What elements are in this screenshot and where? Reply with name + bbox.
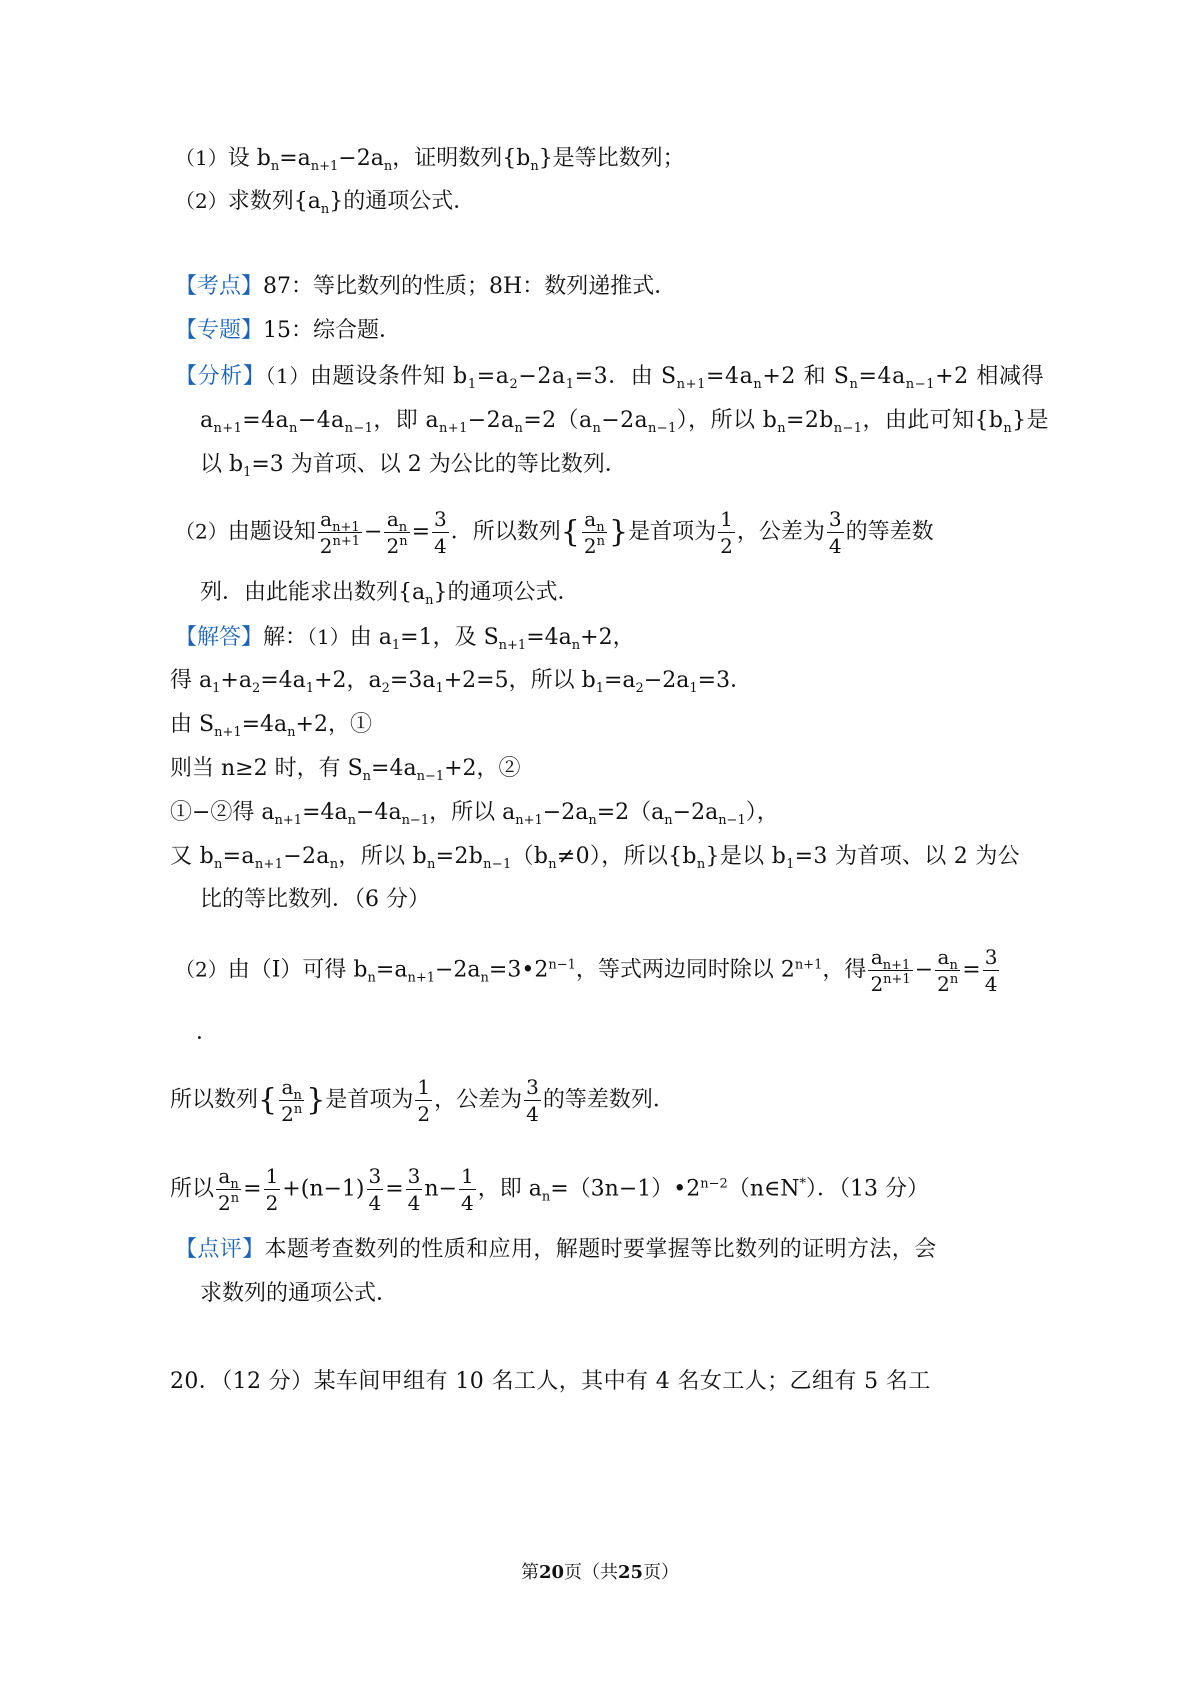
kaodian-tag: 【考点】 (175, 274, 264, 299)
kaodian-text: 87：等比数列的性质；8H：数列递推式． (263, 274, 677, 299)
jieda-line-7: 比的等比数列．（6 分） (200, 887, 430, 912)
jieda-line-3: 由 $S_{n+1}=4a_n+2$，① (170, 712, 372, 740)
zhuanti-text: 15：综合题． (263, 318, 402, 343)
jieda-text-10a: 所以数列 (170, 1087, 259, 1113)
footer-middle: 页（共 (564, 1562, 618, 1583)
zhuanti-row (175, 316, 401, 346)
jieda-text-10b: 是首项为 (325, 1087, 414, 1113)
fenxi-tag: 【分析】 (175, 364, 266, 389)
footer-prefix: 第 (520, 1562, 539, 1583)
kaodian-row (175, 272, 676, 302)
jieda-line-8: （2）由（I）可得 $b_n=a_{n+1}-2a_n=3•2^{n-1}$，等式两边同时除以 $2^{n+1}$，得 $\frac{a_{n+1}}{2^{n+1}}$ − $\frac{a_n}{2^n}$ = $\frac{3}{4}$ (175, 945, 998, 996)
fenxi-line-3: 以 $b_1=3$ 为首项、以 2 为公比的等比数列． (200, 452, 627, 480)
jieda-line-1: 【解答】解：（1）由 $a_1=1$，及 $S_{n+1}=4a_n+2$， (175, 625, 635, 653)
page-footer (0, 1558, 1200, 1584)
dianping-text-1: 本题考查数列的性质和应用，解题时要掌握等比数列的证明方法，会 (264, 1237, 937, 1262)
footer-page-number: 20 (538, 1562, 564, 1583)
fenxi-line-5: 列．由此能求出数列$\{a_n\}$的通项公式． (200, 580, 580, 608)
dianping-line-2: 求数列的通项公式． (200, 1281, 399, 1306)
fenxi-text-e: 的等差数 (845, 519, 934, 545)
question-20: 20．（12 分）某车间甲组有 10 名工人，其中有 4 名女工人；乙组有 5 名工 (170, 1369, 931, 1394)
jieda-tag: 【解答】 (175, 625, 264, 650)
fenxi-line-2: $a_{n+1}=4a_n-4a_{n-1}$，即 $a_{n+1}-2a_n=2(a_n-2a_{n-1})$，所以 $b_n=2b_{n-1}$，由此可知$\{b_n\}$是 (200, 408, 1049, 436)
jieda-text-10c: ，公差为 (434, 1087, 523, 1113)
fenxi-line-4: （2）由题设知 $\frac{a_{n+1}}{2^{n+1}}$ − $\frac{a_n}{2^n}$ = $\frac{3}{4}$ ．所以数列{ $\frac{a_n}{2^n}$ }是首项为 $\frac{1}{2}$ ，公差为 $\frac{3}{4}$ 的等差数 (175, 507, 934, 558)
fenxi-text-b: ．所以数列 (450, 519, 561, 545)
jieda-line-4: 则当 n≥2 时，有 $S_n=4a_{n-1}+2$，② (170, 756, 521, 784)
fenxi-text-d: ，公差为 (736, 519, 825, 545)
jieda-line-2: 得 $a_1+a_2=4a_1+2$，$a_2=3a_1+2=5$，所以 $b_1=a_2-2a_1=3$． (170, 668, 753, 696)
jieda-line-11: 所以 $\frac{a_n}{2^n}$ = $\frac{1}{2}$ +(n−1) $\frac{3}{4}$ = $\frac{3}{4}$ n− $\frac{1}{4}$ ，即 $a_n=(3n-1)•2^{n-2}(n\in N^*)$．（13 分） (170, 1164, 930, 1215)
jieda-line-9: ． (196, 1020, 219, 1045)
fenxi-text-c: 是首项为 (628, 519, 717, 545)
jieda-text-10d: 的等差数列． (542, 1087, 675, 1113)
question-part-2: （2）求数列$\{a_n\}$的通项公式． (175, 189, 476, 217)
fenxi-line-1: 【分析】（1）由题设条件知 $b_1=a_2-2a_1=3$．由 $S_{n+1}=4a_n+2$ 和 $S_n=4a_{n-1}+2$ 相减得 (175, 364, 1045, 392)
zhuanti-tag: 【专题】 (175, 318, 264, 343)
question-part-1: （1）设 $b_n=a_{n+1}-2a_n$，证明数列$\{b_n\}$是等比数列； (175, 146, 685, 174)
dianping-line-1 (175, 1235, 937, 1265)
dianping-tag: 【点评】 (175, 1237, 265, 1262)
jieda-line-5: ①−②得 $a_{n+1}=4a_n-4a_{n-1}$，所以 $a_{n+1}-2a_n=2(a_n-2a_{n-1})$， (170, 800, 779, 828)
jieda-line-6: 又 $b_n=a_{n+1}-2a_n$，所以 $b_n=2b_{n-1}(b_n\ne 0)$，所以$\{b_n\}$是以 $b_1=3$ 为首项、以 2 为公 (170, 844, 1020, 872)
jieda-line-10: 所以数列{ $\frac{a_n}{2^n}$ }是首项为 $\frac{1}{2}$ ，公差为 $\frac{3}{4}$ 的等差数列． (170, 1075, 675, 1126)
footer-suffix: 页） (643, 1562, 680, 1583)
footer-total-pages: 25 (618, 1562, 644, 1583)
